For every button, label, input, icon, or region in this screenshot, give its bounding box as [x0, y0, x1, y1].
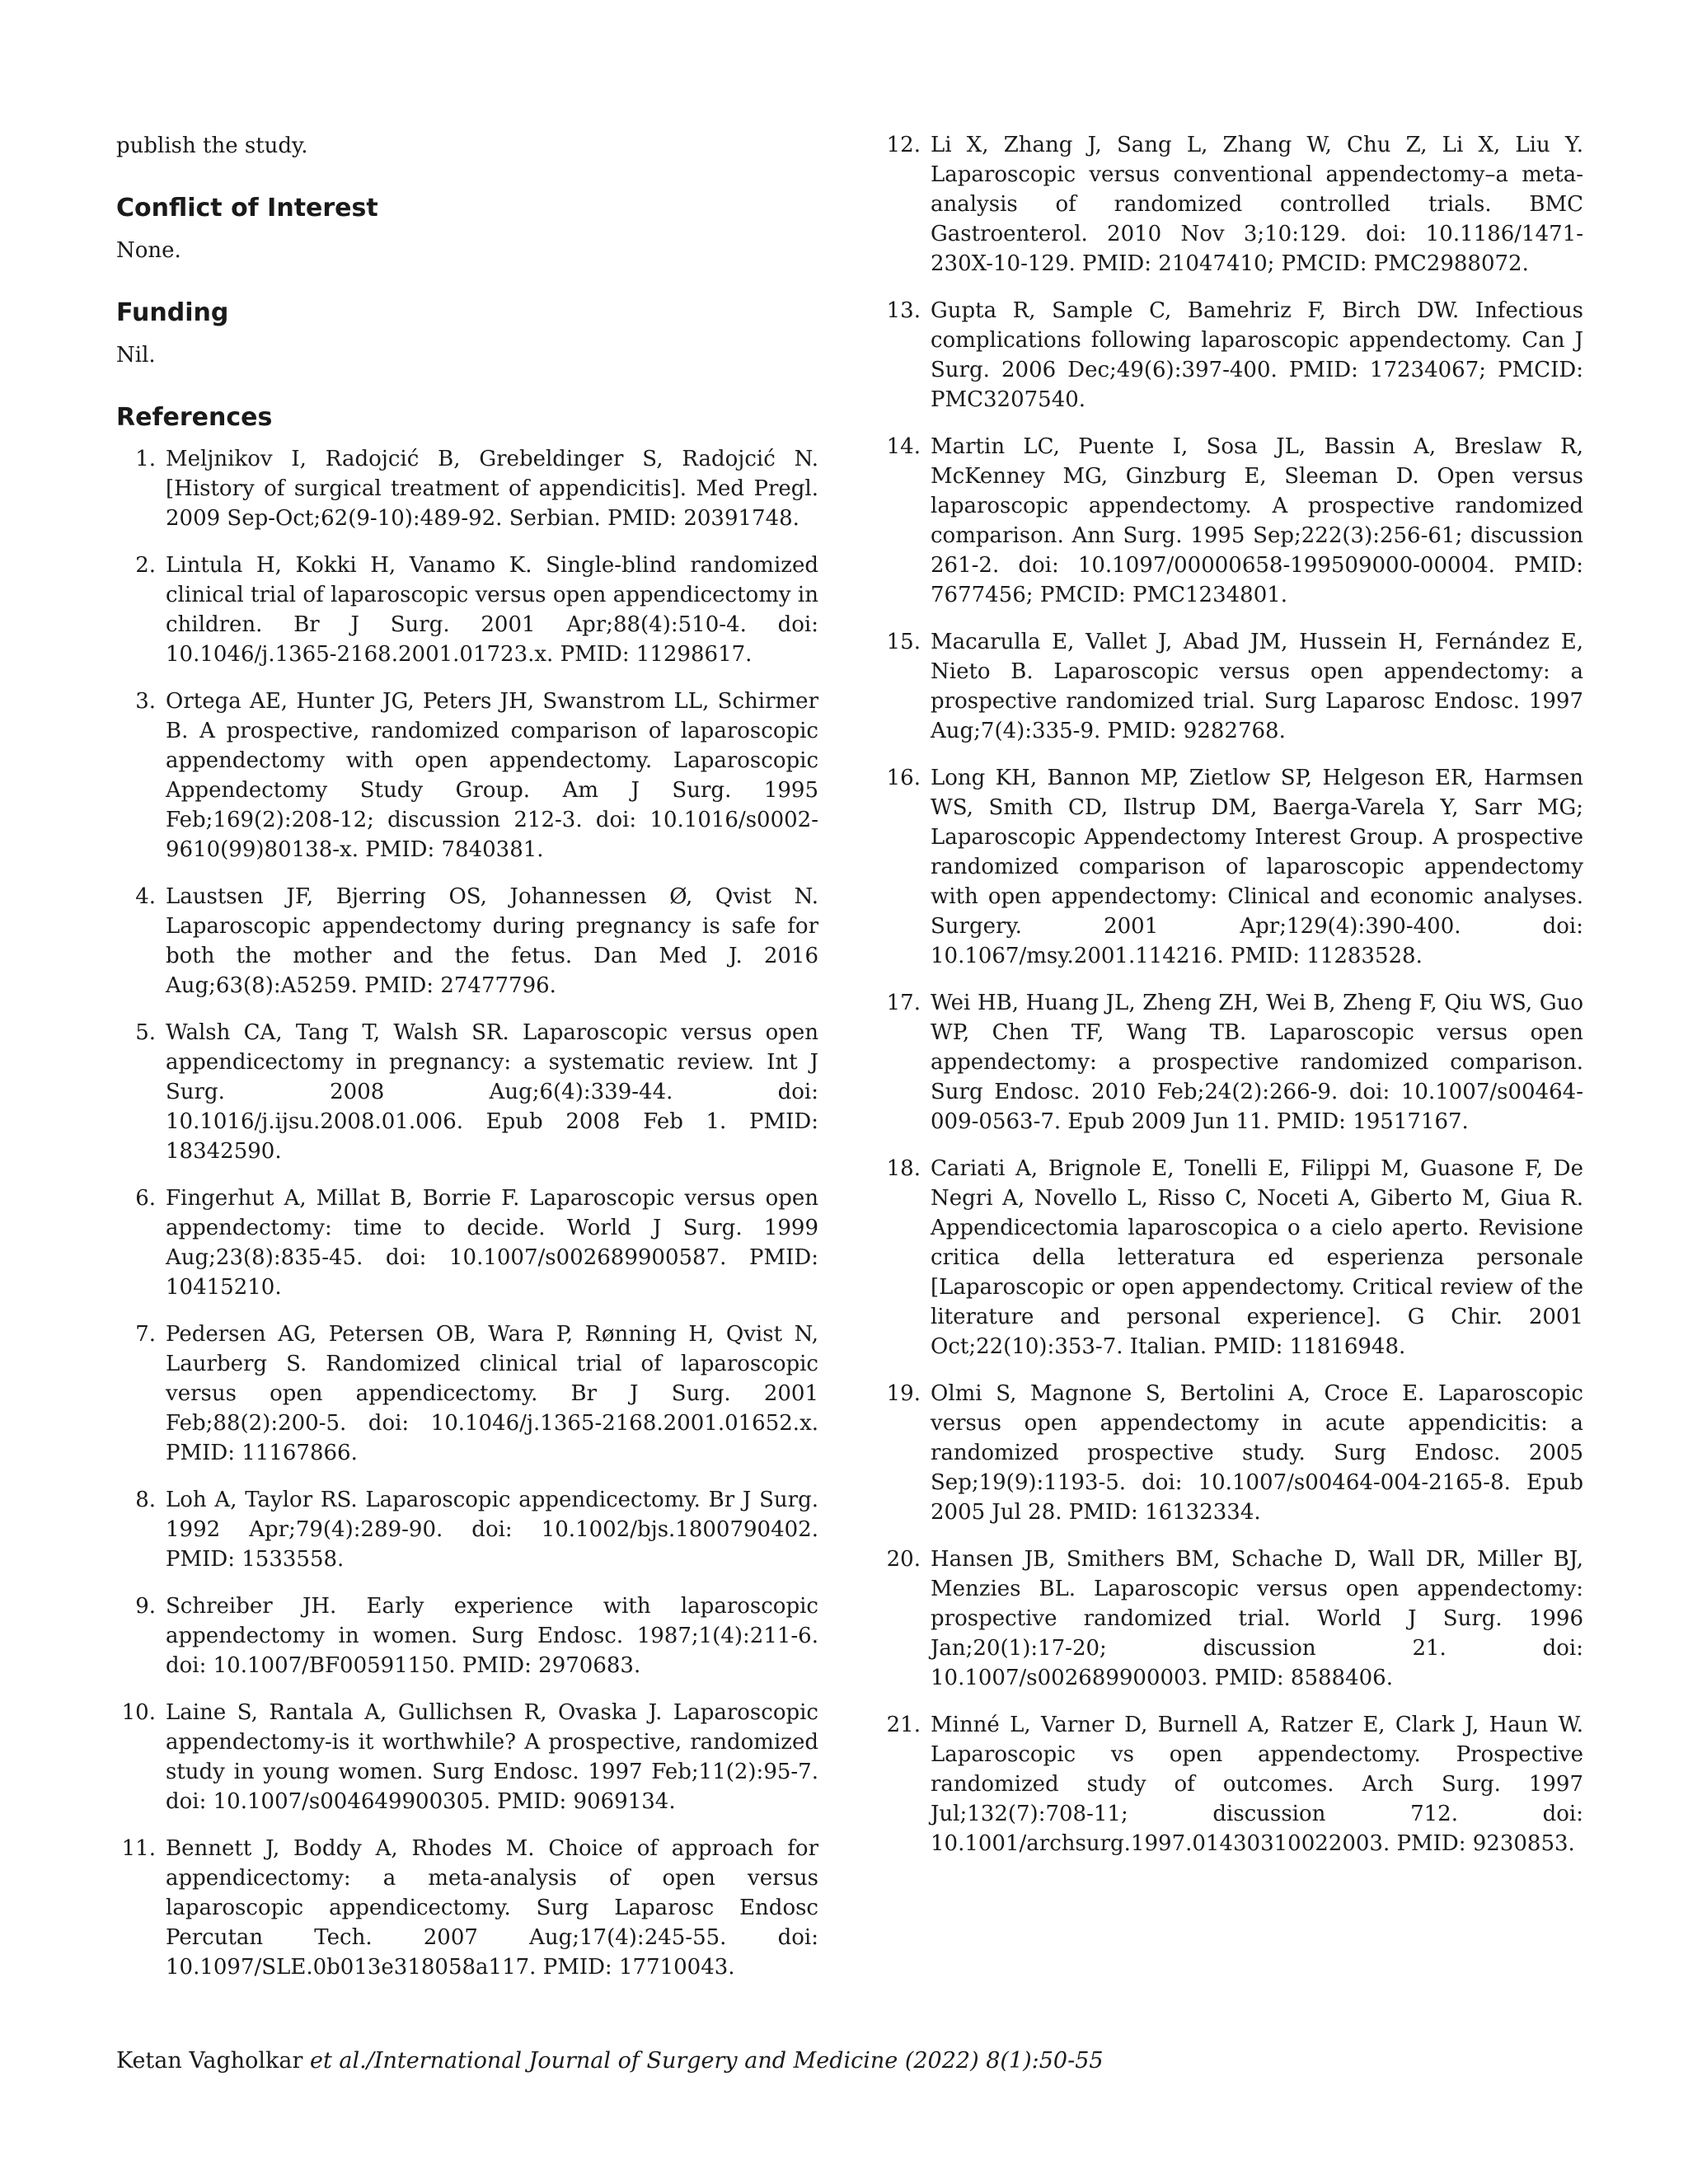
- reference-text: Laine S, Rantala A, Gullichsen R, Ovaska J. Laparoscopic appendectomy-is it worthwhile? A prospective, randomized study in young women. Surg Endosc. 1997 Feb;11(2):95-7. doi: 10.1007/s004649900305. PMID: 9069134.: [166, 1700, 818, 1814]
- reference-item: [881, 988, 1583, 1137]
- reference-number: 3.: [135, 689, 156, 714]
- reference-item: [116, 1018, 818, 1166]
- reference-text: Meljnikov I, Radojcić B, Grebeldinger S, Radojcić N. [History of surgical treatment of appendicitis]. Med Pregl. 2009 Sep-Oct;62(9-10):489-92. Serbian. PMID: 20391748.: [166, 447, 818, 531]
- reference-text: Long KH, Bannon MP, Zietlow SP, Helgeson ER, Harmsen WS, Smith CD, Ilstrup DM, Baerga-Varela Y, Sarr MG; Laparoscopic Appendectomy Interest Group. A prospective randomized comparison of laparoscopic appendectomy with open appendectomy: Clinical and economic analyses. Surgery. 2001 Apr;129(4):390-400. doi: 10.1067/msy.2001.114216. PMID: 11283528.: [931, 766, 1583, 968]
- reference-number: 19.: [886, 1381, 921, 1406]
- reference-number: 1.: [135, 447, 156, 471]
- reference-text: Martin LC, Puente I, Sosa JL, Bassin A, Breslaw R, McKenney MG, Ginzburg E, Sleeman D. Open versus laparoscopic appendectomy. A prospective randomized comparison. Ann Surg. 1995 Sep;222(3):256-61; discussion 261-2. doi: 10.1097/00000658-199509000-00004. PMID: 7677456; PMCID: PMC1234801.: [931, 434, 1583, 607]
- references-heading: References: [116, 403, 273, 432]
- reference-number: 8.: [135, 1488, 156, 1512]
- footer-journal: /International Journal of Surgery and Medicine (2022) 8(1):50-55: [366, 2048, 1104, 2074]
- reference-number: 17.: [886, 991, 921, 1015]
- reference-text: Bennett J, Boddy A, Rhodes M. Choice of approach for appendicectomy: a meta-analysis of open versus laparoscopic appendicectomy. Surg Laparosc Endosc Percutan Tech. 2007 Aug;17(4):245-55. doi: 10.1097/SLE.0b013e318058a117. PMID: 17710043.: [166, 1836, 818, 1980]
- reference-number: 7.: [135, 1322, 156, 1347]
- reference-item: [116, 1485, 818, 1574]
- reference-text: Schreiber JH. Early experience with laparoscopic appendectomy in women. Surg Endosc. 1987;1(4):211-6. doi: 10.1007/BF00591150. PMID: 2970683.: [166, 1594, 818, 1678]
- reference-number: 16.: [886, 766, 921, 790]
- conflict-heading: Conflict of Interest: [116, 194, 378, 223]
- reference-text: Laustsen JF, Bjerring OS, Johannessen Ø, Qvist N. Laparoscopic appendectomy during pregnancy is safe for both the mother and the fetus. Dan Med J. 2016 Aug;63(8):A5259. PMID: 27477796.: [166, 884, 818, 998]
- reference-list-right: [881, 130, 1583, 1858]
- reference-item: [116, 1834, 818, 1982]
- reference-text: Li X, Zhang J, Sang L, Zhang W, Chu Z, Li X, Liu Y. Laparoscopic versus conventional appendectomy–a meta-analysis of randomized controlled trials. BMC Gastroenterol. 2010 Nov 3;10:129. doi: 10.1186/1471-230X-10-129. PMID: 21047410; PMCID: PMC2988072.: [931, 133, 1583, 276]
- reference-text: Fingerhut A, Millat B, Borrie F. Laparoscopic versus open appendectomy: time to decide. World J Surg. 1999 Aug;23(8):835-45. doi: 10.1007/s002689900587. PMID: 10415210.: [166, 1186, 818, 1300]
- reference-text: Walsh CA, Tang T, Walsh SR. Laparoscopic versus open appendicectomy in pregnancy: a systematic review. Int J Surg. 2008 Aug;6(4):339-44. doi: 10.1016/j.ijsu.2008.01.006. Epub 2008 Feb 1. PMID: 18342590.: [166, 1020, 818, 1164]
- reference-text: Cariati A, Brignole E, Tonelli E, Filippi M, Guasone F, De Negri A, Novello L, Risso C, Noceti A, Giberto M, Giua R. Appendicectomia laparoscopica o a cielo aperto. Revisione critica della letteratura ed esperienza personale [Laparoscopic or open appendectomy. Critical review of the literature and personal experience]. G Chir. 2001 Oct;22(10):353-7. Italian. PMID: 11816948.: [931, 1156, 1583, 1359]
- reference-number: 11.: [121, 1836, 156, 1861]
- reference-text: Gupta R, Sample C, Bamehriz F, Birch DW. Infectious complications following laparoscopic appendectomy. Can J Surg. 2006 Dec;49(6):397-400. PMID: 17234067; PMCID: PMC3207540.: [931, 298, 1583, 412]
- reference-item: [881, 1710, 1583, 1858]
- reference-text: Lintula H, Kokki H, Vanamo K. Single-blind randomized clinical trial of laparoscopic versus open appendicectomy in children. Br J Surg. 2001 Apr;88(4):510-4. doi: 10.1046/j.1365-2168.2001.01723.x. PMID: 11298617.: [166, 553, 818, 667]
- reference-number: 15.: [886, 630, 921, 654]
- reference-item: [116, 687, 818, 865]
- reference-list-left: [116, 444, 818, 1982]
- reference-item: [881, 1544, 1583, 1693]
- reference-number: 2.: [135, 553, 156, 578]
- reference-item: [116, 882, 818, 1001]
- right-column: [881, 130, 1583, 1876]
- reference-number: 20.: [886, 1547, 921, 1572]
- reference-number: 9.: [135, 1594, 156, 1619]
- funding-heading: Funding: [116, 298, 229, 327]
- continued-text: publish the study.: [116, 134, 308, 158]
- funding-text: Nil.: [116, 343, 156, 368]
- reference-item: [116, 1319, 818, 1468]
- reference-item: [881, 130, 1583, 279]
- reference-text: Olmi S, Magnone S, Bertolini A, Croce E. Laparoscopic versus open appendectomy in acute appendicitis: a randomized prospective study. Surg Endosc. 2005 Sep;19(9):1193-5. doi: 10.1007/s00464-004-2165-8. Epub 2005 Jul 28. PMID: 16132334.: [931, 1381, 1583, 1525]
- reference-number: 14.: [886, 434, 921, 459]
- reference-item: [881, 763, 1583, 971]
- reference-number: 18.: [886, 1156, 921, 1181]
- reference-number: 12.: [886, 133, 921, 157]
- reference-item: [881, 1154, 1583, 1361]
- reference-item: [116, 1591, 818, 1680]
- reference-number: 5.: [135, 1020, 156, 1045]
- reference-number: 6.: [135, 1186, 156, 1211]
- reference-item: [881, 432, 1583, 610]
- footer-author: Ketan Vagholkar: [116, 2048, 303, 2074]
- reference-number: 21.: [886, 1713, 921, 1737]
- reference-text: Minné L, Varner D, Burnell A, Ratzer E, Clark J, Haun W. Laparoscopic vs open appendectomy. Prospective randomized study of outcomes. Arch Surg. 1997 Jul;132(7):708-11; discussion 712. doi: 10.1001/archsurg.1997.01430310022003. PMID: 9230853.: [931, 1713, 1583, 1856]
- reference-item: [881, 296, 1583, 415]
- reference-number: 4.: [135, 884, 156, 909]
- reference-text: Loh A, Taylor RS. Laparoscopic appendicectomy. Br J Surg. 1992 Apr;79(4):289-90. doi: 10.1002/bjs.1800790402. PMID: 1533558.: [166, 1488, 818, 1572]
- reference-text: Ortega AE, Hunter JG, Peters JH, Swanstrom LL, Schirmer B. A prospective, randomized comparison of laparoscopic appendectomy with open appendectomy. Laparoscopic Appendectomy Study Group. Am J Surg. 1995 Feb;169(2):208-12; discussion 212-3. doi: 10.1016/s0002-9610(99)80138-x. PMID: 7840381.: [166, 689, 818, 862]
- reference-text: Wei HB, Huang JL, Zheng ZH, Wei B, Zheng F, Qiu WS, Guo WP, Chen TF, Wang TB. Laparoscopic versus open appendectomy: a prospective randomized comparison. Surg Endosc. 2010 Feb;24(2):266-9. doi: 10.1007/s00464-009-0563-7. Epub 2009 Jun 11. PMID: 19517167.: [931, 991, 1583, 1134]
- conflict-text: None.: [116, 238, 181, 263]
- reference-item: [881, 1379, 1583, 1527]
- reference-item: [116, 1698, 818, 1816]
- reference-item: [116, 1183, 818, 1302]
- reference-item: [116, 551, 818, 669]
- footer-etal: et al.: [309, 2048, 367, 2074]
- reference-number: 13.: [886, 298, 921, 323]
- reference-item: [116, 444, 818, 533]
- reference-text: Hansen JB, Smithers BM, Schache D, Wall DR, Miller BJ, Menzies BL. Laparoscopic versus open appendectomy: prospective randomized trial. World J Surg. 1996 Jan;20(1):17-20; discussion 21. doi: 10.1007/s002689900003. PMID: 8588406.: [931, 1547, 1583, 1690]
- reference-text: Macarulla E, Vallet J, Abad JM, Hussein H, Fernández E, Nieto B. Laparoscopic versus open appendectomy: a prospective randomized trial. Surg Laparosc Endosc. 1997 Aug;7(4):335-9. PMID: 9282768.: [931, 630, 1583, 743]
- page-footer: [116, 2046, 1104, 2076]
- left-column: [116, 130, 818, 1999]
- reference-number: 10.: [121, 1700, 156, 1725]
- reference-item: [881, 627, 1583, 746]
- reference-text: Pedersen AG, Petersen OB, Wara P, Rønning H, Qvist N, Laurberg S. Randomized clinical trial of laparoscopic versus open appendicectomy. Br J Surg. 2001 Feb;88(2):200-5. doi: 10.1046/j.1365-2168.2001.01652.x. PMID: 11167866.: [166, 1322, 818, 1465]
